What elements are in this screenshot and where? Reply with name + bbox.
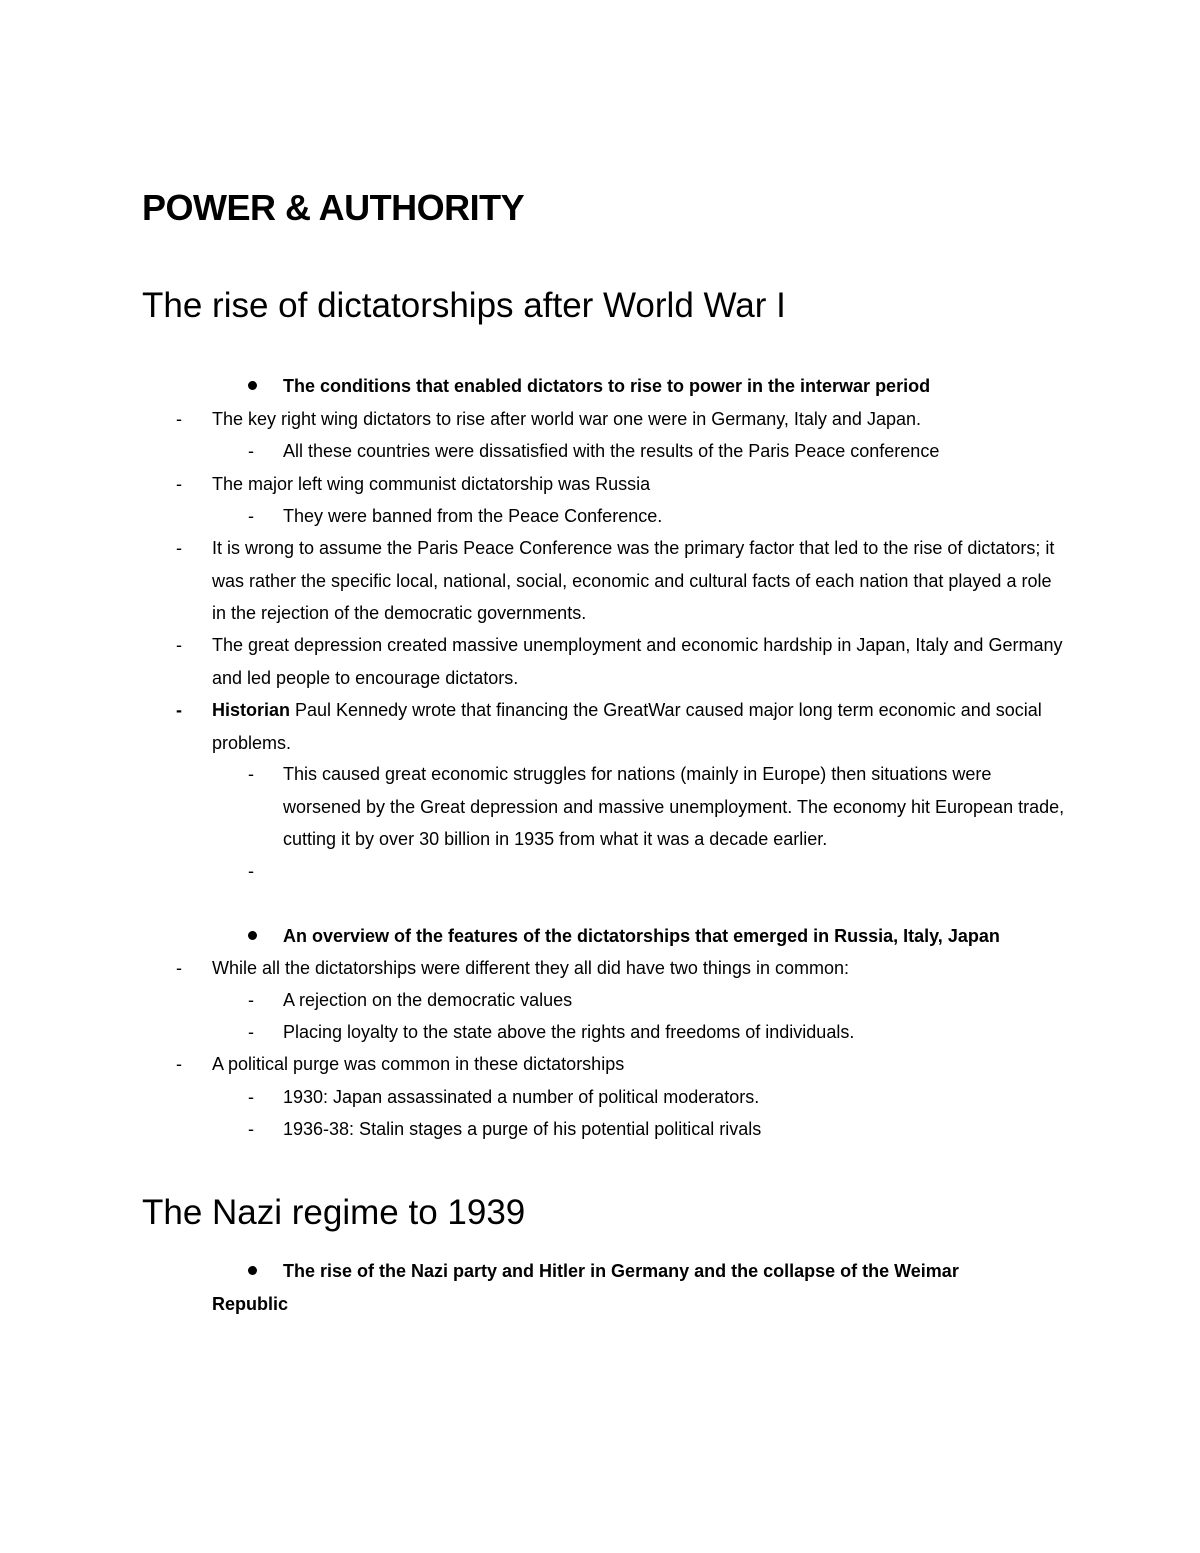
list-item-text: A rejection on the democratic values bbox=[283, 990, 573, 1010]
bullet-text: The conditions that enabled dictators to rise to power in the interwar period bbox=[283, 376, 931, 396]
dash-marker: - bbox=[176, 538, 182, 558]
dash-marker: - bbox=[176, 700, 182, 720]
bullet-text: An overview of the features of the dictatorships that emerged in Russia, Italy, Japan bbox=[283, 926, 1000, 946]
list-item-text: All these countries were dissatisfied with the results of the Paris Peace conference bbox=[283, 441, 940, 461]
bullet-text: The rise of the Nazi party and Hitler in Germany and the collapse of the Weimar Republic bbox=[212, 1261, 959, 1314]
dash-marker: - bbox=[248, 1087, 254, 1107]
historian-text: Paul Kennedy wrote that financing the GreatWar caused major long term economic and social problems. bbox=[212, 700, 1042, 753]
list-item-text: The key right wing dictators to rise after world war one were in Germany, Italy and Japan. bbox=[212, 409, 921, 429]
dash-marker: - bbox=[176, 1054, 182, 1074]
dash-marker: - bbox=[248, 990, 254, 1010]
dash-marker: - bbox=[176, 958, 182, 978]
document-title: POWER & AUTHORITY bbox=[142, 187, 525, 228]
dash-marker: - bbox=[248, 1119, 254, 1139]
list-item-text: It is wrong to assume the Paris Peace Conference was the primary factor that led to the rise of dictators; it was rather the specific local, national, social, economic and cultural facts of each nation that played a role in the rejection of the democratic governments. bbox=[212, 538, 1055, 623]
section-heading-nazi-regime: The Nazi regime to 1939 bbox=[142, 1193, 526, 1232]
list-item-text: 1936-38: Stalin stages a purge of his potential political rivals bbox=[283, 1119, 762, 1139]
section-heading-dictatorships: The rise of dictatorships after World War I bbox=[142, 286, 786, 325]
list-item-historian bbox=[212, 694, 1072, 759]
dash-marker: - bbox=[248, 861, 254, 881]
dash-marker: - bbox=[248, 764, 254, 784]
list-item-text: While all the dictatorships were different they all did have two things in common: bbox=[212, 958, 849, 978]
bullet-icon bbox=[248, 931, 257, 940]
list-item-text: This caused great economic struggles for nations (mainly in Europe) then situations were worsened by the Great depression and massive unemployment. The economy hit European trade, cutting it by over 30 billion in 1935 from what it was a decade earlier. bbox=[283, 764, 1065, 849]
list-item-text: They were banned from the Peace Conference. bbox=[283, 506, 663, 526]
historian-label: Historian bbox=[212, 700, 291, 720]
list-item-text: A political purge was common in these dictatorships bbox=[212, 1054, 625, 1074]
dash-marker: - bbox=[176, 409, 182, 429]
dash-marker: - bbox=[248, 506, 254, 526]
dash-marker: - bbox=[176, 635, 182, 655]
dash-marker: - bbox=[176, 474, 182, 494]
list-item-text: Placing loyalty to the state above the rights and freedoms of individuals. bbox=[283, 1022, 855, 1042]
list-item-text: The major left wing communist dictatorship was Russia bbox=[212, 474, 651, 494]
list-item-text: The great depression created massive unemployment and economic hardship in Japan, Italy and Germany and led people to encourage dictators. bbox=[212, 635, 1063, 688]
bullet-icon bbox=[248, 381, 257, 390]
dash-marker: - bbox=[248, 441, 254, 461]
list-item-text: 1930: Japan assassinated a number of political moderators. bbox=[283, 1087, 760, 1107]
dash-marker: - bbox=[248, 1022, 254, 1042]
